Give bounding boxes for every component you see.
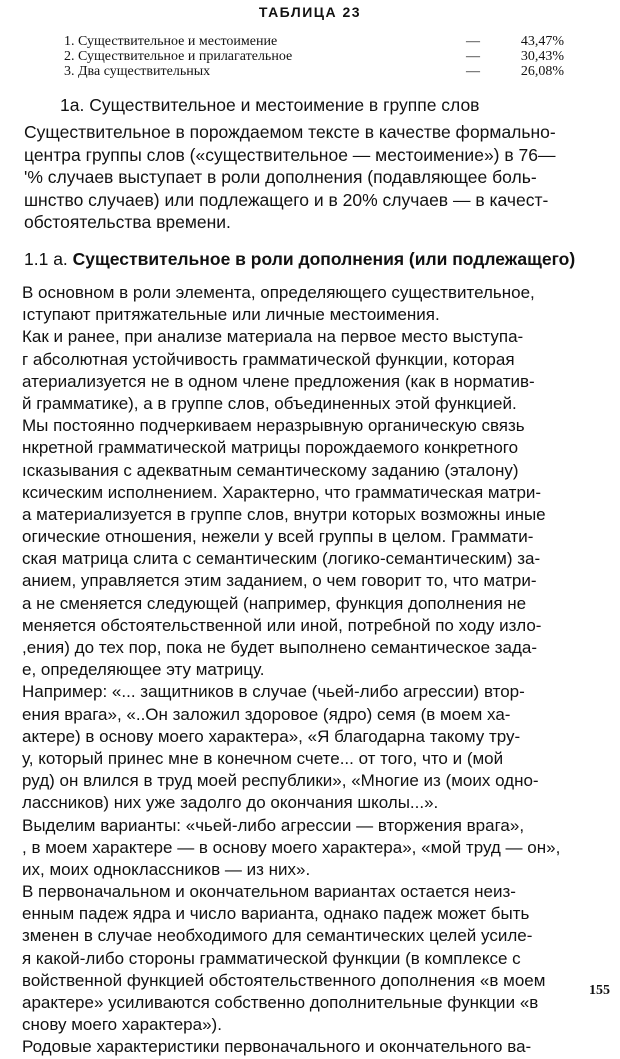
text-line: обстоятельства времени. — [24, 212, 231, 232]
text-line: , в моем характере — в основу моего характера», «мой труд — он», — [22, 837, 561, 857]
text-line: '% случаев выступает в роли дополнения (подавляющее боль- — [24, 167, 537, 187]
section-heading-1-1a — [24, 249, 620, 270]
table-row-dash: — — [466, 34, 480, 49]
text-line: ,ения) до тех пор, пока не будет выполнено семантическое зада- — [22, 638, 538, 657]
text-line: атериализуется не в одном члене предложения (как в норматив- — [22, 371, 535, 391]
text-line: у, который принес мне в конечном счете... от того, что и (мой — [22, 748, 504, 768]
text-line: г абсолютная устойчивость грамматической функции, которая — [22, 349, 515, 369]
table-row-dash: — — [466, 49, 480, 64]
text-line: Например: «... защитников в случае (чьей-либо агрессии) втор- — [22, 682, 525, 702]
table-row-value: 43,47% — [520, 34, 564, 49]
text-line: лассников) них уже задолго до окончания школы...». — [22, 793, 439, 813]
text-line: а не сменяется следующей (например, функция дополнения не — [22, 593, 527, 613]
table-row-label: 2. Существительное и прилагательное — [64, 49, 293, 64]
table-row-dash: — — [466, 64, 480, 79]
text-line: Как и ранее, при анализе материала на первое место выступа- — [22, 327, 524, 347]
text-line: центра группы слов («существительное — местоимение») в 76— — [24, 144, 556, 165]
text-line: снову моего характера»). — [22, 1015, 222, 1035]
text-line: нкретной грамматической матрицы порождаемого конкретного — [22, 438, 519, 458]
section-title: Существительное в роли дополнения (или подлежащего) — [72, 249, 576, 269]
table-row-value: 30,43% — [520, 49, 564, 64]
table-23 — [64, 34, 564, 79]
table-row — [64, 34, 564, 49]
text-line: В основном в роли элемента, определяющего существительное, — [22, 283, 535, 302]
table-row-label: 3. Два существительных — [64, 64, 211, 79]
text-line: анием, управляется этим заданием, о чем говорит то, что матри- — [22, 571, 537, 591]
text-line: Существительное в порождаемом тексте в качестве формально- — [24, 122, 556, 142]
text-line: В первоначальном и окончательном вариантах остается неиз- — [22, 882, 516, 902]
text-line: актере) в основу моего характера», «Я благодарна такому тру- — [22, 726, 521, 746]
text-line: Выделим варианты: «чьей-либо агрессии — вторжения врага», — [22, 815, 525, 835]
text-line: ксическим исполнением. Характерно, что грамматическая матри- — [22, 482, 542, 502]
text-line: арактере» усиливаются собственно дополнительные функции «в — [22, 993, 539, 1012]
text-line: я какой-либо стороны грамматической функции (в комплексе с — [22, 948, 521, 968]
table-row-label: 1. Существительное и местоимение — [64, 34, 278, 49]
text-line: огические отношения, нежели у всей группы в целом. Граммати- — [22, 527, 534, 547]
table-row — [64, 64, 564, 79]
text-line: ская матрица слита с семантическим (логико-семантическим) за- — [22, 549, 541, 569]
text-line: ения врага», «..Он заложил здоровое (ядро) семя (в моем ха- — [22, 704, 511, 724]
text-line: енным падеж ядра и число варианта, однако падеж может быть — [22, 904, 530, 924]
text-line: Родовые характеристики первоначального и окончательного ва- — [22, 1037, 532, 1057]
text-line: шнство случаев) или подлежащего и в 20% случаев — в качест- — [24, 189, 549, 210]
table-title: ТАБЛИЦА 23 — [258, 4, 362, 20]
text-line: зменен в случае необходимого для семантических целей усиле- — [22, 926, 533, 946]
text-line: меняется обстоятельственной или иной, потребной по ходу изло- — [22, 615, 542, 635]
text-line: а материализуется в группе слов, внутри которых возможны иные — [22, 504, 546, 524]
text-line: их, моих одноклассников — из них». — [22, 859, 311, 879]
text-line: ıсказывания с адекватным семантическому заданию (эталону) — [22, 460, 519, 480]
text-line: руд) он влился в труд моей республики», «Многие из (моих одно- — [22, 771, 539, 791]
text-line: е, определяющее эту матрицу. — [22, 660, 265, 680]
table-row — [64, 49, 564, 64]
table-row-value: 26,08% — [520, 64, 564, 79]
text-line: Мы постоянно подчеркиваем неразрывную органическую связь — [22, 416, 525, 436]
text-line: й грамматике), а в группе слов, объединенных этой функцией. — [22, 393, 517, 413]
section-number: 1.1 а. — [24, 249, 68, 269]
page-number: 155 — [589, 983, 610, 998]
intro-paragraph — [24, 121, 620, 234]
section-heading-1a: 1a. Существительное и местоимение в группе слов — [60, 95, 480, 115]
text-line: ıступают притяжательные или личные местоимения. — [22, 305, 440, 325]
body-text — [22, 282, 618, 1059]
text-line: войственной функцией обстоятельственного дополнения «в моем — [22, 970, 546, 990]
